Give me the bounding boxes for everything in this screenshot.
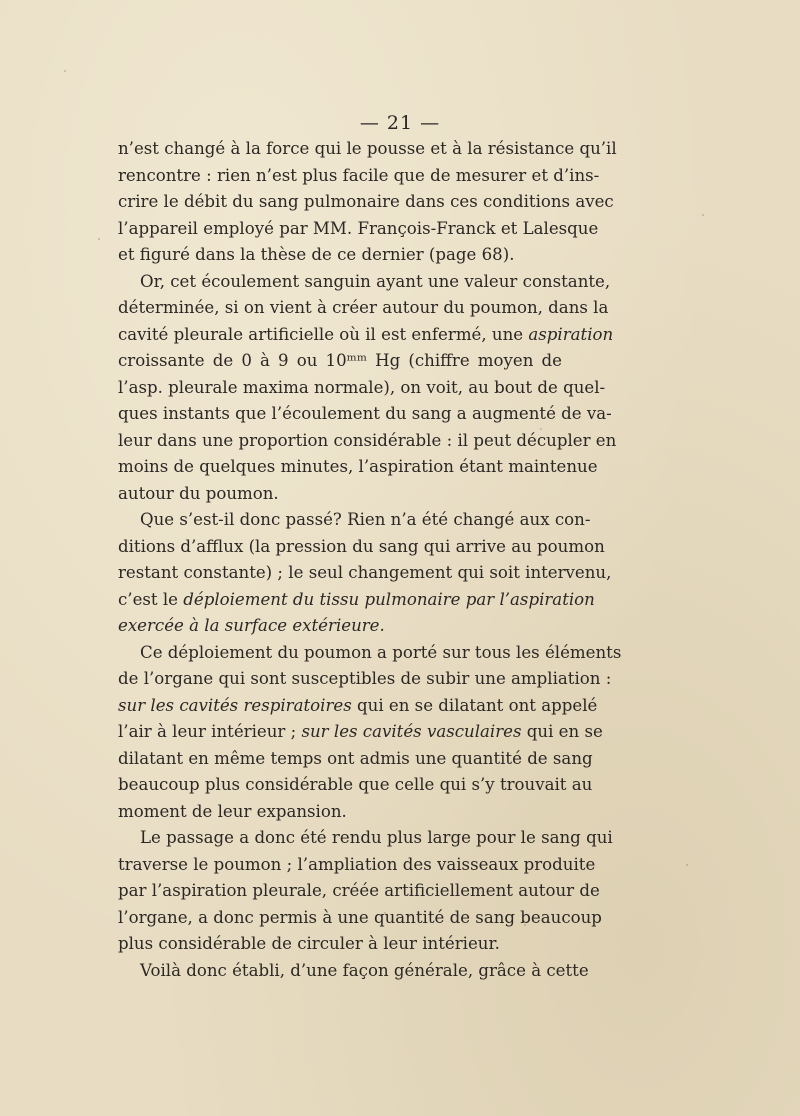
text-line [118, 931, 562, 958]
text-segment: et figuré dans la thèse de ce dernier (page 68). [118, 245, 515, 264]
text-line [118, 666, 612, 693]
paper-speck [702, 214, 704, 216]
text-segment: c’est le [118, 589, 184, 609]
italic-segment: déploiement du tissu pulmonaire par l’aspiration [183, 589, 595, 609]
text-line [118, 189, 614, 216]
text-line [118, 878, 600, 905]
text-segment: l’appareil employé par MM. François-Franck et Lalesque [118, 218, 599, 238]
text-segment: rencontre : rien n’est plus facile que de mesurer et d’ins- [118, 165, 600, 185]
text-line [118, 772, 593, 799]
italic-segment: exercée à la surface extérieure. [118, 616, 385, 635]
text-segment: autour du poumon. [118, 483, 279, 503]
text-line [118, 560, 612, 587]
text-line [118, 216, 599, 243]
text-segment: cavité pleurale artificielle où il est enfermé, une [118, 324, 529, 344]
text-line [118, 799, 562, 826]
text-line [118, 401, 612, 428]
text-segment: Ce déploiement du poumon a porté sur tous les éléments [140, 642, 622, 662]
text-line [118, 613, 562, 640]
text-line [118, 852, 596, 879]
text-line [118, 507, 591, 534]
text-segment: Le passage a donc été rendu plus large pour le sang qui [140, 828, 613, 847]
text-segment: Que s’est-il donc passé? Rien n’a été changé aux con- [140, 510, 591, 529]
text-segment: restant constante) ; le seul changement qui soit intervenu, [118, 563, 612, 582]
text-segment: Voilà donc établi, d’une façon générale, grâce à cette [140, 960, 589, 980]
text-line [118, 746, 593, 773]
page-number: — 21 — [359, 112, 441, 134]
text-segment: n’est changé à la force qui le pousse et à la résistance qu’il [118, 139, 617, 158]
text-segment: qui en se dilatant ont appelé [351, 695, 598, 715]
text-segment: par l’aspiration pleurale, créée artificiellement autour de [118, 881, 600, 900]
text-segment: ques instants que l’écoulement du sang a augmenté de va- [118, 404, 612, 423]
body-text [118, 136, 622, 984]
text-segment: déterminée, si on vient à créer autour du poumon, dans la [118, 298, 609, 317]
paper-speck [540, 428, 542, 430]
text-segment: beaucoup plus considérable que celle qui s’y trouvait au [118, 775, 593, 794]
italic-segment: aspiration [528, 324, 614, 344]
text-segment: leur dans une proportion considérable : il peut décupler en [118, 430, 617, 450]
text-segment: de l’organe qui sont susceptibles de subir une ampliation : [118, 669, 612, 688]
paper-speck [98, 238, 100, 240]
text-segment: l’asp. pleurale maxima normale), on voit, au bout de quel- [118, 377, 606, 397]
text-segment: traverse le poumon ; l’ampliation des vaisseaux produite [118, 854, 596, 874]
text-line [118, 825, 613, 852]
text-line [118, 348, 562, 375]
text-line [118, 693, 598, 720]
text-line [118, 136, 617, 163]
paper-speck [64, 70, 66, 72]
text-line [118, 242, 562, 269]
text-line [118, 534, 605, 561]
text-line [118, 295, 609, 322]
paper-speck [524, 924, 526, 926]
text-segment: plus considérable de circuler à leur intérieur. [118, 934, 500, 953]
text-line [118, 322, 614, 349]
paper-speck [686, 864, 688, 866]
text-line [118, 269, 611, 296]
text-line [118, 905, 602, 932]
text-segment: l’air à leur intérieur ; [118, 722, 302, 741]
text-segment: Or, cet écoulement sanguin ayant une valeur constante, [140, 271, 611, 291]
text-line [118, 640, 622, 667]
text-line [118, 587, 595, 614]
text-line [118, 719, 603, 746]
text-segment: qui en se [521, 722, 603, 741]
text-line [118, 481, 562, 508]
text-line [118, 375, 606, 402]
text-segment: moment de leur expansion. [118, 801, 347, 821]
italic-segment: sur les cavités vasculaires [301, 722, 522, 741]
paper-speck [384, 912, 386, 914]
text-segment: l’organe, a donc permis à une quantité de sang beaucoup [118, 907, 602, 927]
text-line [118, 163, 600, 190]
text-segment: moins de quelques minutes, l’aspiration étant maintenue [118, 457, 598, 476]
text-line [118, 454, 598, 481]
text-segment: crire le débit du sang pulmonaire dans ces conditions avec [118, 192, 614, 211]
text-line [118, 958, 589, 985]
text-segment: dilatant en même temps ont admis une quantité de sang [118, 748, 593, 768]
italic-segment: sur les cavités respiratoires [118, 695, 352, 715]
text-segment: croissante de 0 à 9 ou 10ᵐᵐ Hg (chiffre moyen de [118, 351, 562, 370]
text-line [118, 428, 617, 455]
text-segment: ditions d’afflux (la pression du sang qui arrive au poumon [118, 536, 605, 556]
